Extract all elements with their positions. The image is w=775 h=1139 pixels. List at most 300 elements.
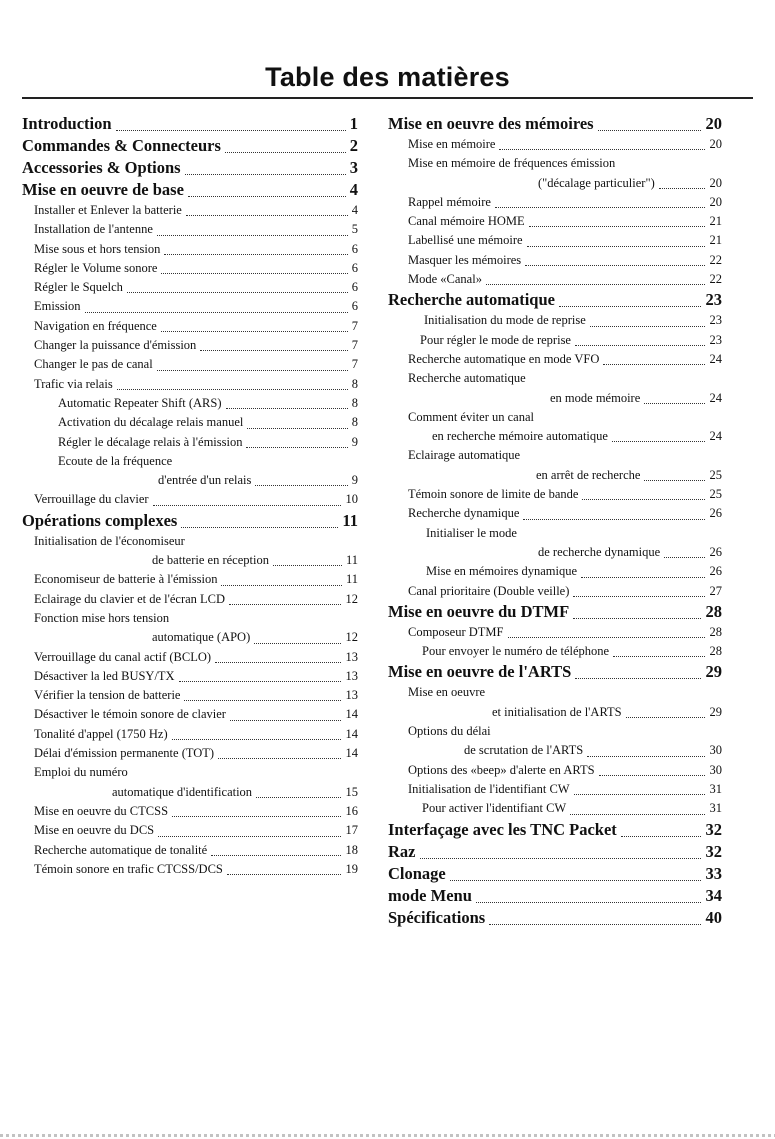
dot-leader (626, 717, 705, 718)
toc-entry-title: Labellisé une mémoire (408, 233, 523, 248)
toc-page-number: 8 (351, 415, 358, 430)
toc-entry-title: Canal mémoire HOME (408, 214, 525, 229)
dot-leader (85, 312, 348, 313)
dot-leader (186, 215, 348, 216)
dot-leader (581, 577, 705, 578)
toc-entry-title: mode Menu (388, 885, 472, 905)
toc-entry-title: ("décalage particulier") (538, 175, 655, 190)
toc-entry-title: Eclairage du clavier et de l'écran LCD (34, 591, 226, 606)
toc-entry (388, 683, 722, 702)
toc-entry-title: Pour envoyer le numéro de téléphone (422, 644, 610, 659)
toc-entry-title: Masquer les mémoires (408, 252, 522, 267)
toc-entry (388, 722, 722, 741)
toc-page-number: 13 (345, 668, 358, 683)
dot-leader (164, 254, 348, 255)
dot-leader (525, 265, 705, 266)
toc-entry-title: de scrutation de l'ARTS (464, 743, 584, 758)
toc-entry-title: Navigation en fréquence (34, 318, 157, 333)
toc-entry (22, 705, 358, 724)
toc-entry (388, 311, 722, 330)
dot-leader (256, 797, 341, 798)
toc-entry-title: Mise en oeuvre du CTCSS (34, 803, 169, 818)
dot-leader (575, 678, 701, 679)
toc-entry-title: Raz (388, 841, 416, 861)
toc-entry (22, 336, 358, 355)
toc-entry-title: en recherche mémoire automatique (432, 429, 608, 444)
dot-leader (575, 345, 705, 346)
dot-leader (218, 758, 341, 759)
toc-entry (388, 703, 722, 722)
dot-leader (254, 643, 341, 644)
dot-leader (172, 739, 341, 740)
toc-page-number: 20 (709, 137, 722, 151)
dot-leader (495, 207, 705, 208)
toc-entry-title: en mode mémoire (550, 390, 641, 405)
toc-entry (388, 504, 722, 523)
dot-leader (229, 604, 341, 605)
toc-entry (388, 582, 722, 601)
toc-page-number: 32 (705, 841, 722, 861)
toc-entry (388, 623, 722, 642)
toc-entry (388, 389, 722, 408)
toc-entry-title: Fonction mise hors tension (34, 610, 170, 625)
dot-leader (172, 816, 341, 817)
toc-entry-title: Ecoute de la fréquence (58, 453, 173, 468)
toc-entry-title: Initialisation de l'identifiant CW (408, 781, 570, 796)
dot-leader (590, 326, 705, 327)
dot-leader (227, 874, 341, 875)
toc-section (388, 661, 722, 683)
toc-entry-title: Initialisation de l'économiseur (34, 533, 185, 548)
dot-leader (499, 149, 705, 150)
toc-entry (388, 193, 722, 212)
toc-entry-title: Pour activer l'identifiant CW (422, 801, 567, 816)
toc-entry-title: Accessories & Options (22, 158, 181, 177)
toc-page-number: 34 (705, 885, 722, 905)
toc-section (22, 510, 358, 532)
toc-page-number: 24 (709, 351, 722, 366)
toc-entry (388, 231, 722, 250)
dot-leader (181, 527, 338, 528)
toc-entry-title: Pour régler le mode de reprise (420, 332, 571, 347)
toc-entry (22, 297, 358, 316)
dot-leader (157, 235, 348, 236)
toc-page-number: 27 (709, 583, 722, 598)
toc-entry (22, 452, 358, 471)
dot-leader (599, 775, 705, 776)
toc-entry-title: Mise en oeuvre de base (22, 180, 184, 199)
toc-page-number: 6 (351, 299, 358, 314)
toc-section (388, 885, 722, 907)
toc-entry (388, 270, 722, 289)
dot-leader (529, 226, 705, 227)
toc-page-number: 6 (351, 280, 358, 295)
toc-page-number: 16 (345, 803, 358, 818)
toc-entry-title: Interfaçage avec les TNC Packet (388, 819, 617, 839)
dot-leader (221, 585, 342, 586)
toc-entry-title: Automatic Repeater Shift (ARS) (58, 395, 222, 410)
toc-entry-title: Activation du décalage relais manuel (58, 415, 244, 430)
toc-entry (388, 427, 722, 446)
toc-entry (388, 524, 722, 543)
toc-page-number: 15 (345, 784, 358, 799)
toc-entry (22, 590, 358, 609)
toc-entry (22, 355, 358, 374)
dot-leader (486, 284, 705, 285)
toc-page-number: 22 (709, 272, 722, 287)
dot-leader (527, 246, 705, 247)
dot-leader (185, 174, 346, 175)
toc-page-number: 11 (345, 572, 358, 587)
toc-entry-title: Commandes & Connecteurs (22, 136, 221, 155)
dot-leader (127, 292, 348, 293)
toc-entry-title: Recherche automatique (408, 371, 526, 386)
toc-page-number: 20 (705, 114, 722, 133)
toc-entry-title: Mise en oeuvre du DCS (34, 823, 155, 838)
toc-entry-title: automatique (APO) (152, 630, 251, 645)
toc-entry-title: Initialiser le mode (426, 525, 517, 540)
toc-entry-title: Régler le décalage relais à l'émission (58, 434, 243, 449)
toc-entry (22, 821, 358, 840)
toc-section (388, 601, 722, 623)
toc-page-number: 17 (345, 823, 358, 838)
dot-leader (612, 441, 705, 442)
toc-page-number: 8 (351, 376, 358, 391)
toc-entry (22, 220, 358, 239)
dot-leader (573, 618, 701, 619)
toc-entry (388, 408, 722, 427)
toc-entry (388, 446, 722, 465)
toc-entry (22, 413, 358, 432)
toc-entry-title: Recherche automatique de tonalité (34, 842, 208, 857)
toc-page-number: 25 (709, 487, 722, 502)
toc-entry-title: Options du délai (408, 724, 491, 739)
toc-page-number: 23 (709, 332, 722, 347)
toc-entry-title: Composeur DTMF (408, 624, 504, 639)
toc-entry-title: Mise en oeuvre de l'ARTS (388, 662, 572, 682)
toc-entry-title: Verrouillage du clavier (34, 492, 149, 507)
toc-entry-title: Comment éviter un canal (408, 409, 535, 424)
dot-leader (188, 196, 346, 197)
toc-page-number: 20 (709, 175, 722, 190)
toc-entry-title: Initialisation du mode de reprise (424, 313, 586, 328)
toc-section (388, 113, 722, 135)
toc-entry (22, 551, 358, 570)
toc-entry-title: Changer la puissance d'émission (34, 338, 197, 353)
toc-entry (388, 212, 722, 231)
toc-entry-title: de recherche dynamique (538, 544, 661, 559)
toc-page-number: 7 (351, 338, 358, 353)
dot-leader (570, 814, 705, 815)
dot-leader (247, 428, 348, 429)
toc-entry (388, 466, 722, 485)
toc-page-number: 20 (709, 194, 722, 209)
toc-page-number: 13 (345, 688, 358, 703)
toc-entry (22, 628, 358, 647)
dot-leader (153, 505, 341, 506)
toc-entry (388, 135, 722, 154)
toc-entry-title: Vérifier la tension de batterie (34, 688, 181, 703)
dot-leader (598, 130, 701, 131)
toc-page-number: 10 (345, 492, 358, 507)
toc-entry (22, 532, 358, 551)
toc-entry-title: Emploi du numéro (34, 765, 128, 780)
scan-edge (0, 1134, 775, 1137)
toc-page-number: 29 (709, 704, 722, 719)
dot-leader (644, 480, 705, 481)
toc-page-number: 19 (345, 861, 358, 876)
toc-page-number: 24 (709, 429, 722, 444)
toc-entry-title: Mode «Canal» (408, 272, 482, 287)
toc-entry (22, 201, 358, 220)
dot-leader (184, 700, 341, 701)
toc-entry-title: Mise en oeuvre du DTMF (388, 601, 570, 621)
toc-page-number: 30 (709, 762, 722, 777)
toc-entry-title: Mise en mémoire de fréquences émission (408, 156, 616, 171)
toc-entry-title: Verrouillage du canal actif (BCLO) (34, 649, 212, 664)
toc-page-number: 32 (705, 819, 722, 839)
toc-entry-title: Trafic via relais (34, 376, 113, 391)
toc-entry-title: Introduction (22, 114, 112, 133)
toc-entry-title: Installer et Enlever la batterie (34, 203, 182, 217)
toc-page-number: 18 (345, 842, 358, 857)
toc-page-number: 23 (705, 290, 722, 310)
toc-entry (388, 562, 722, 581)
toc-entry-title: Mise en oeuvre (408, 685, 486, 700)
toc-entry (22, 763, 358, 782)
toc-entry (22, 490, 358, 509)
toc-page-number: 22 (709, 252, 722, 267)
dot-leader (246, 447, 348, 448)
toc-column-right (388, 113, 722, 929)
toc-entry-title: de batterie en réception (152, 553, 269, 568)
toc-section (22, 113, 358, 135)
toc-page-number: 12 (345, 630, 358, 645)
toc-page-number: 28 (709, 624, 722, 639)
dot-leader (273, 565, 342, 566)
toc-page-number: 30 (709, 743, 722, 758)
toc-page-number: 29 (705, 662, 722, 682)
toc-page-number: 7 (351, 357, 358, 372)
toc-entry (388, 174, 722, 193)
title-underline (22, 97, 753, 99)
toc-entry (388, 154, 722, 173)
toc-page-number: 31 (709, 801, 722, 816)
toc-entry (388, 350, 722, 369)
toc-entry-title: Recherche dynamique (408, 506, 520, 521)
toc-section (22, 135, 358, 157)
toc-entry-title: Eclairage automatique (408, 448, 521, 463)
toc-entry (22, 471, 358, 490)
toc-page-number: 25 (709, 467, 722, 482)
toc-page-number: 14 (345, 707, 358, 722)
toc-page-number: 11 (345, 553, 358, 568)
toc-page-number: 12 (345, 591, 358, 606)
toc-section (388, 289, 722, 311)
dot-leader (157, 370, 348, 371)
toc-entry-title: Témoin sonore de limite de bande (408, 487, 579, 502)
toc-column-left (22, 113, 358, 879)
toc-entry-title: Mise en oeuvre des mémoires (388, 114, 594, 133)
toc-page-number: 26 (709, 506, 722, 521)
toc-page-number: 6 (351, 260, 358, 275)
toc-page-number: 4 (351, 203, 358, 217)
dot-leader (489, 924, 701, 925)
toc-entry-title: Spécifications (388, 907, 486, 927)
toc-entry-title: Emission (34, 299, 81, 314)
toc-entry (388, 543, 722, 562)
toc-entry-title: Options des «beep» d'alerte en ARTS (408, 762, 595, 777)
toc-page-number: 2 (349, 136, 358, 155)
toc-section (388, 819, 722, 841)
toc-entry (388, 251, 722, 270)
toc-page-number: 4 (349, 180, 358, 199)
toc-page-number: 26 (709, 564, 722, 579)
dot-leader (200, 350, 348, 351)
toc-entry-title: Mise en mémoires dynamique (426, 564, 578, 579)
toc-entry-title: Economiseur de batterie à l'émission (34, 572, 218, 587)
toc-page-number: 21 (709, 233, 722, 248)
toc-entry (22, 317, 358, 336)
dot-leader (255, 485, 348, 486)
dot-leader (559, 306, 701, 307)
dot-leader (587, 756, 705, 757)
dot-leader (158, 836, 341, 837)
toc-page-number: 21 (709, 214, 722, 229)
toc-page-number: 23 (709, 313, 722, 328)
dot-leader (659, 188, 705, 189)
dot-leader (476, 902, 701, 903)
dot-leader (450, 880, 701, 881)
toc-entry-title: Opérations complexes (22, 510, 178, 530)
dot-leader (179, 681, 341, 682)
dot-leader (582, 499, 705, 500)
toc-entry (22, 744, 358, 763)
toc-entry (22, 802, 358, 821)
toc-entry-title: Mise en mémoire (408, 137, 496, 151)
dot-leader (117, 389, 348, 390)
toc-entry (388, 741, 722, 760)
toc-section (388, 841, 722, 863)
toc-entry (22, 667, 358, 686)
toc-page-number: 14 (345, 726, 358, 741)
dot-leader (161, 331, 348, 332)
toc-entry (22, 648, 358, 667)
dot-leader (508, 637, 705, 638)
toc-section (22, 179, 358, 201)
toc-entry-title: Régler le Squelch (34, 280, 123, 295)
toc-entry-title: et initialisation de l'ARTS (492, 704, 622, 719)
toc-entry (388, 331, 722, 350)
toc-entry-title: Changer le pas de canal (34, 357, 153, 372)
toc-entry-title: Tonalité d'appel (1750 Hz) (34, 726, 168, 741)
toc-section (388, 907, 722, 929)
page-title: Table des matières (265, 62, 510, 92)
dot-leader (215, 662, 341, 663)
toc-entry-title: Désactiver le témoin sonore de clavier (34, 707, 226, 722)
toc-page-number: 26 (709, 544, 722, 559)
toc-entry (22, 278, 358, 297)
toc-entry-title: Clonage (388, 863, 446, 883)
dot-leader (523, 519, 705, 520)
dot-leader (226, 408, 348, 409)
dot-leader (664, 557, 705, 558)
toc-entry-title: en arrêt de recherche (536, 467, 641, 482)
toc-page-number: 33 (705, 863, 722, 883)
toc-section (388, 863, 722, 885)
toc-entry (22, 394, 358, 413)
toc-entry (22, 570, 358, 589)
toc-page-number: 6 (351, 241, 358, 256)
dot-leader (116, 130, 346, 131)
toc-entry-title: Régler le Volume sonore (34, 260, 158, 275)
toc-page-number: 5 (351, 222, 358, 237)
toc-entry-title: Mise sous et hors tension (34, 241, 161, 256)
dot-leader (603, 364, 705, 365)
toc-entry (22, 433, 358, 452)
toc-entry-title: Canal prioritaire (Double veille) (408, 583, 570, 598)
toc-entry-title: Délai d'émission permanente (TOT) (34, 746, 215, 761)
toc-page-number: 28 (705, 601, 722, 621)
dot-leader (161, 273, 348, 274)
toc-page-number: 9 (351, 473, 358, 488)
toc-entry-title: Recherche automatique (388, 290, 555, 310)
toc-entry (22, 783, 358, 802)
dot-leader (420, 858, 701, 859)
dot-leader (211, 855, 341, 856)
toc-entry (22, 259, 358, 278)
toc-entry-title: Rappel mémoire (408, 194, 491, 209)
toc-entry (22, 609, 358, 628)
dot-leader (574, 794, 705, 795)
toc-entry (388, 780, 722, 799)
toc-entry (388, 799, 722, 818)
toc-entry-title: automatique d'identification (112, 784, 253, 799)
toc-entry-title: Désactiver la led BUSY/TX (34, 668, 175, 683)
dot-leader (230, 720, 341, 721)
toc-entry-title: Témoin sonore en trafic CTCSS/DCS (34, 861, 223, 876)
toc-page-number: 40 (705, 907, 722, 927)
toc-entry-title: Installation de l'antenne (34, 222, 153, 237)
toc-entry (22, 841, 358, 860)
toc-entry (388, 369, 722, 388)
toc-page-number: 9 (351, 434, 358, 449)
dot-leader (613, 656, 705, 657)
toc-entry (22, 725, 358, 744)
toc-page-number: 11 (342, 510, 358, 530)
toc-entry-title: Recherche automatique en mode VFO (408, 351, 600, 366)
toc-entry (388, 485, 722, 504)
toc-entry (22, 686, 358, 705)
toc-entry (22, 375, 358, 394)
toc-entry-title: d'entrée d'un relais (158, 473, 252, 488)
toc-page-number: 28 (709, 644, 722, 659)
dot-leader (621, 836, 701, 837)
dot-leader (225, 152, 346, 153)
toc-page-number: 1 (349, 114, 358, 133)
toc-page-number: 7 (351, 318, 358, 333)
toc-entry (22, 860, 358, 879)
toc-entry (388, 642, 722, 661)
dot-leader (573, 596, 705, 597)
toc-entry (22, 240, 358, 259)
toc-entry (388, 761, 722, 780)
dot-leader (644, 403, 705, 404)
toc-page-number: 14 (345, 746, 358, 761)
toc-page-number: 31 (709, 781, 722, 796)
toc-page-number: 3 (349, 158, 358, 177)
toc-page-number: 8 (351, 395, 358, 410)
